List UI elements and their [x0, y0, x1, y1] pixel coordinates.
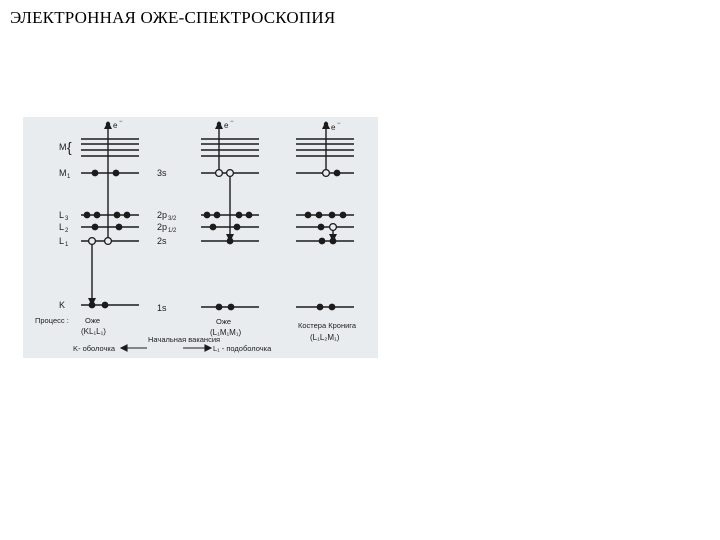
level-label-k: K	[59, 300, 66, 310]
electron-dot	[317, 304, 324, 311]
electron-dot	[340, 212, 347, 219]
level-label-l1: L	[59, 236, 65, 246]
electron-dot	[330, 238, 337, 245]
electron-dot	[329, 304, 336, 311]
slide-title: ЭЛЕКТРОННАЯ ОЖЕ-СПЕКТРОСКОПИЯ	[10, 8, 336, 27]
k-shell-label: K- оболочка	[73, 344, 116, 353]
electron-dot	[92, 170, 99, 177]
level-label-m: M	[59, 142, 67, 152]
level-label-m1: M	[59, 168, 67, 178]
auger-energy-level-diagram	[23, 117, 378, 358]
electron-dot	[334, 170, 341, 177]
electron-dot	[124, 212, 131, 219]
orbital-label-2p12-sub: 1/2	[168, 228, 177, 234]
electron-dot	[228, 304, 235, 311]
electron-label: e	[331, 123, 336, 132]
process-kl1l1-notation: (KL₁L₁)	[81, 327, 106, 336]
level-label-m1-sub: 1	[67, 174, 71, 180]
process-l1m1m1-name: Оже	[216, 317, 232, 326]
process-label: Процесс :	[35, 316, 69, 325]
orbital-label-1s: 1s	[157, 303, 167, 313]
process-kl1l1-name: Оже	[85, 316, 101, 325]
electron-charge: −	[119, 119, 123, 125]
electron-dot	[94, 212, 101, 219]
electron-dot	[116, 224, 123, 231]
electron-dot	[234, 224, 241, 231]
electron-label: e	[224, 121, 229, 130]
initial-vacancy-label	[148, 335, 220, 344]
process-coster-kronig-name: Костера Кронига	[298, 321, 357, 330]
level-label-l3-sub: 3	[65, 216, 69, 222]
l1-subshell-label: L₁ - подоболочка	[213, 344, 272, 353]
electron-dot	[246, 212, 253, 219]
vacancy-circle	[105, 238, 112, 245]
orbital-label-2p32: 2p	[157, 210, 168, 220]
vacancy-circle	[89, 238, 96, 245]
diagram-svg	[23, 117, 378, 358]
electron-dot	[92, 224, 99, 231]
orbital-label-3s: 3s	[157, 168, 167, 178]
vacancy-circle	[216, 170, 223, 177]
electron-dot	[217, 122, 221, 126]
electron-dot	[318, 224, 325, 231]
electron-dot	[89, 302, 96, 309]
electron-dot	[210, 224, 217, 231]
electron-dot	[236, 212, 243, 219]
initial-vacancy-text: Начальная вакансия	[148, 335, 221, 344]
arrow-left-icon	[121, 345, 127, 351]
electron-charge: −	[230, 119, 234, 125]
orbital-label-2s: 2s	[157, 236, 167, 246]
electron-dot	[102, 302, 109, 309]
electron-dot	[316, 212, 323, 219]
vacancy-circle	[330, 224, 337, 231]
electron-dot	[113, 170, 120, 177]
electron-label: e	[113, 121, 118, 130]
level-label-l1-sub: 1	[65, 242, 69, 248]
electron-charge: −	[337, 121, 341, 127]
orbital-label-2p12: 2p	[157, 222, 168, 232]
electron-dot	[324, 122, 328, 126]
orbital-label-2p32-sub: 3/2	[168, 216, 177, 222]
electron-dot	[329, 212, 336, 219]
electron-dot	[319, 238, 326, 245]
electron-dot	[305, 212, 312, 219]
electron-dot	[227, 238, 234, 245]
electron-dot	[114, 212, 121, 219]
level-label-l2: L	[59, 222, 65, 232]
process-coster-kronig-notation: (L₁L₂M₁)	[310, 333, 340, 342]
arrow-right-icon	[205, 345, 211, 351]
process-l1m1m1-notation: (L₁M₁M₁)	[210, 328, 242, 337]
electron-dot	[204, 212, 211, 219]
vacancy-circle	[227, 170, 234, 177]
vacancy-circle	[323, 170, 330, 177]
bracket-icon: {	[67, 139, 72, 155]
electron-dot	[214, 212, 221, 219]
electron-dot	[106, 122, 110, 126]
level-label-l3: L	[59, 210, 65, 220]
level-label-l2-sub: 2	[65, 228, 69, 234]
electron-dot	[84, 212, 91, 219]
electron-dot	[216, 304, 223, 311]
